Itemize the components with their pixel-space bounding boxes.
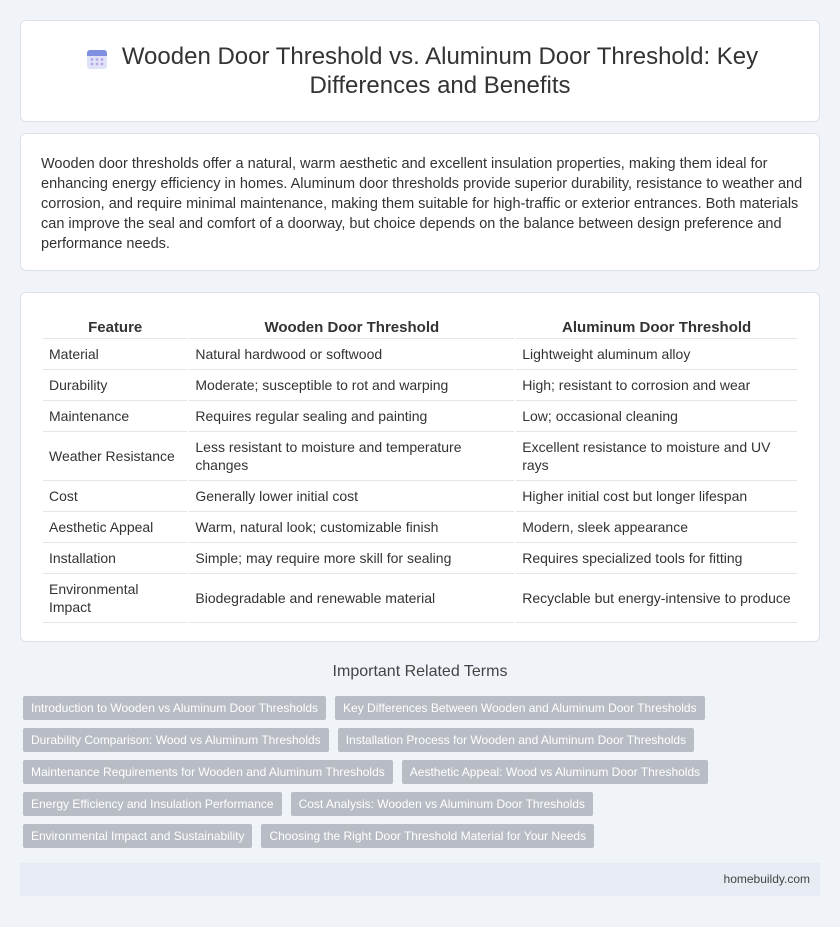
header-wooden: Wooden Door Threshold bbox=[189, 317, 514, 339]
comparison-card bbox=[20, 292, 820, 642]
comparison-table bbox=[41, 317, 799, 623]
table-row bbox=[43, 512, 797, 543]
header-card bbox=[20, 20, 820, 122]
header-feature: Feature bbox=[43, 317, 187, 339]
related-term-tag[interactable]: Introduction to Wooden vs Aluminum Door Thresholds bbox=[23, 696, 326, 720]
table-row bbox=[43, 339, 797, 370]
feature-cell: Installation bbox=[43, 543, 187, 574]
related-term-tag[interactable]: Durability Comparison: Wood vs Aluminum Thresholds bbox=[23, 728, 329, 752]
feature-cell: Maintenance bbox=[43, 401, 187, 432]
intro-paragraph: Wooden door thresholds offer a natural, warm aesthetic and excellent insulation properties, making them ideal for enhancing energy efficiency in homes. Aluminum door thresholds provide superior durability, resistance to weather and corrosion, and require minimal maintenance, making them suitable for high-traffic or exterior entrances. Both materials can improve the seal and comfort of a doorway, but choice depends on the balance between design preference and performance needs. bbox=[41, 156, 803, 252]
feature-cell: Durability bbox=[43, 370, 187, 401]
wooden-cell: Less resistant to moisture and temperature changes bbox=[189, 432, 514, 481]
header-aluminum: Aluminum Door Threshold bbox=[516, 317, 797, 339]
related-term-tag[interactable]: Environmental Impact and Sustainability bbox=[23, 824, 252, 848]
footer-site-link[interactable]: homebuildy.com bbox=[723, 872, 810, 886]
related-term-tag[interactable]: Choosing the Right Door Threshold Material for Your Needs bbox=[261, 824, 594, 848]
table-row bbox=[43, 543, 797, 574]
aluminum-cell: Lightweight aluminum alloy bbox=[516, 339, 797, 370]
feature-cell: Material bbox=[43, 339, 187, 370]
footer bbox=[20, 863, 820, 896]
related-term-tag[interactable]: Energy Efficiency and Insulation Performance bbox=[23, 792, 282, 816]
wooden-cell: Warm, natural look; customizable finish bbox=[189, 512, 514, 543]
wooden-cell: Generally lower initial cost bbox=[189, 481, 514, 512]
wooden-cell: Simple; may require more skill for sealing bbox=[189, 543, 514, 574]
related-terms-title: Important Related Terms bbox=[332, 663, 508, 680]
aluminum-cell: Low; occasional cleaning bbox=[516, 401, 797, 432]
table-row bbox=[43, 574, 797, 623]
intro-card bbox=[20, 133, 820, 271]
table-row bbox=[43, 481, 797, 512]
related-term-tag[interactable]: Aesthetic Appeal: Wood vs Aluminum Door Thresholds bbox=[402, 760, 708, 784]
related-term-tag[interactable]: Cost Analysis: Wooden vs Aluminum Door Thresholds bbox=[291, 792, 593, 816]
aluminum-cell: Higher initial cost but longer lifespan bbox=[516, 481, 797, 512]
page-title: Wooden Door Threshold vs. Aluminum Door Threshold: Key Differences and Benefits bbox=[121, 43, 759, 99]
wooden-cell: Moderate; susceptible to rot and warping bbox=[189, 370, 514, 401]
feature-cell: Weather Resistance bbox=[43, 432, 187, 481]
aluminum-cell: Requires specialized tools for fitting bbox=[516, 543, 797, 574]
table-row bbox=[43, 401, 797, 432]
feature-cell: Environmental Impact bbox=[43, 574, 187, 623]
wooden-cell: Natural hardwood or softwood bbox=[189, 339, 514, 370]
related-terms-list bbox=[23, 696, 823, 848]
related-term-tag[interactable]: Key Differences Between Wooden and Aluminum Door Thresholds bbox=[335, 696, 705, 720]
related-term-tag[interactable]: Maintenance Requirements for Wooden and Aluminum Thresholds bbox=[23, 760, 393, 784]
table-row bbox=[43, 370, 797, 401]
table-header-row bbox=[43, 317, 797, 339]
wooden-cell: Requires regular sealing and painting bbox=[189, 401, 514, 432]
aluminum-cell: Modern, sleek appearance bbox=[516, 512, 797, 543]
aluminum-cell: High; resistant to corrosion and wear bbox=[516, 370, 797, 401]
wooden-cell: Biodegradable and renewable material bbox=[189, 574, 514, 623]
related-term-tag[interactable]: Installation Process for Wooden and Aluminum Door Thresholds bbox=[338, 728, 694, 752]
table-row bbox=[43, 432, 797, 481]
aluminum-cell: Recyclable but energy-intensive to produce bbox=[516, 574, 797, 623]
feature-cell: Aesthetic Appeal bbox=[43, 512, 187, 543]
feature-cell: Cost bbox=[43, 481, 187, 512]
aluminum-cell: Excellent resistance to moisture and UV rays bbox=[516, 432, 797, 481]
